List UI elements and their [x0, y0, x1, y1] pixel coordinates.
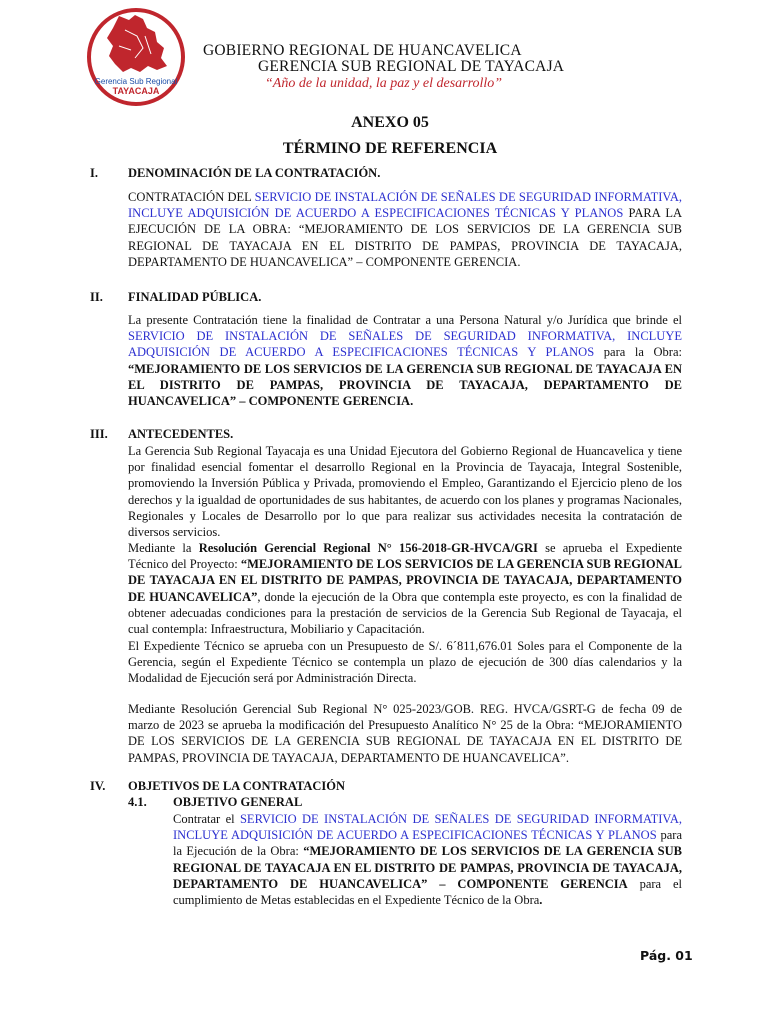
section-3-paragraph-1: La Gerencia Sub Regional Tayacaja es una Unidad Ejecutora del Gobierno Regional de Huancavelica y tiene por finalidad esencial fomentar el desarrollo Regional en la Provincia de Tayacaja, Integral Sostenible, promoviendo la Inversión Pública y Privada, promoviendo el Empleo, Garantizando el Ejercicio pleno de los derechos y la igualdad de oportunidades de sus habitantes, de acuerdo con los planes y programas Nacionales, Regionales y Locales de Desarrollo por lo que para realizar sus actividades necesita la contratación de diversos servicios.: [128, 444, 682, 540]
subsection-4-1-number: 4.1.: [128, 795, 147, 809]
annex-label: ANEXO 05: [351, 114, 429, 131]
section-2-number: II.: [90, 290, 103, 304]
logo-text-1: Gerencia Sub Regional: [94, 77, 178, 86]
header-government: GOBIERNO REGIONAL DE HUANCAVELICA: [203, 42, 522, 59]
section-2-paragraph: La presente Contratación tiene la finalidad de Contratar a una Persona Natural y/o Jurídica que brinde el SERVICIO DE INSTALACIÓN DE SEÑALES DE SEGURIDAD INFORMATIVA, INCLUYE ADQUISICIÓN DE ACUERDO A ESPECIFICACIONES TÉCNICAS Y PLANOS para la Obra: “MEJORAMIENTO DE LOS SERVICIOS DE LA GERENCIA SUB REGIONAL DE TAYACAJA EN EL DISTRITO DE PAMPAS, PROVINCIA DE TAYACAJA, DEPARTAMENTO DE HUANCAVELICA” – COMPONENTE GERENCIA.: [128, 313, 682, 409]
section-2-title: FINALIDAD PÚBLICA.: [128, 290, 262, 304]
section-3-paragraph-2: Mediante la Resolución Gerencial Regional N° 156-2018-GR-HVCA/GRI se aprueba el Expediente Técnico del Proyecto: “MEJORAMIENTO DE LOS SERVICIOS DE LA GERENCIA SUB REGIONAL DE TAYACAJA EN EL DISTRITO DE PAMPAS, PROVINCIA DE TAYACAJA, DEPARTAMENTO DE HUANCAVELICA”, donde la ejecución de la Obra que contempla este proyecto, es con la finalidad de obtener adecuadas condiciones para la prestación de servicios de la Gerencia Sub Regional de Tayacaja, el cual contempla: Infraestructura, Mobiliario y Capacitación.: [128, 541, 683, 637]
section-1-number: I.: [90, 166, 98, 180]
section-3-title: ANTECEDENTES.: [128, 427, 234, 441]
document-title: TÉRMINO DE REFERENCIA: [282, 140, 498, 157]
logo-text-2: TAYACAJA: [112, 86, 160, 96]
section-3-paragraph-4: Mediante Resolución Gerencial Sub Regional N° 025-2023/GOB. REG. HVCA/GSRT-G de fecha 09 de marzo de 2023 se aprueba la modificación del Presupuesto Analítico N° 25 de la Obra: “MEJORAMIENTO DE LOS SERVICIOS DE LA GERENCIA SUB REGIONAL DE TAYACAJA EN EL DISTRITO DE PAMPAS, PROVINCIA DE TAYACAJA, DEPARTAMENTO DE HUANCAVELICA”.: [128, 702, 682, 765]
header-gerencia: GERENCIA SUB REGIONAL DE TAYACAJA: [258, 58, 565, 75]
section-1-title: DENOMINACIÓN DE LA CONTRATACIÓN.: [128, 166, 381, 180]
subsection-4-1-paragraph: Contratar el SERVICIO DE INSTALACIÓN DE SEÑALES DE SEGURIDAD INFORMATIVA, INCLUYE ADQUISICIÓN DE ACUERDO A ESPECIFICACIONES TÉCNICAS Y PLANOS para la Ejecución de la Obra: “MEJORAMIENTO DE LOS SERVICIOS DE LA GERENCIA SUB REGIONAL DE TAYACAJA EN EL DISTRITO DE PAMPAS, PROVINCIA DE TAYACAJA, DEPARTAMENTO DE HUANCAVELICA” – COMPONENTE GERENCIA para el cumplimiento de Metas establecidas en el Expediente Técnico de la Obra.: [173, 812, 683, 908]
gerencia-logo: [85, 6, 187, 108]
subsection-4-1-title: OBJETIVO GENERAL: [173, 795, 303, 809]
section-4-title: OBJETIVOS DE LA CONTRATACIÓN: [128, 779, 346, 793]
header-motto: “Año de la unidad, la paz y el desarrollo”: [265, 76, 503, 91]
page-number: Pág. 01: [640, 948, 693, 963]
section-3-number: III.: [90, 427, 108, 441]
section-1-paragraph: CONTRATACIÓN DEL SERVICIO DE INSTALACIÓN DE SEÑALES DE SEGURIDAD INFORMATIVA, INCLUYE ADQUISICIÓN DE ACUERDO A ESPECIFICACIONES TÉCNICAS Y PLANOS PARA LA EJECUCIÓN DE LA OBRA: “MEJORAMIENTO DE LOS SERVICIOS DE LA GERENCIA SUB REGIONAL DE TAYACAJA EN EL DISTRITO DE PAMPAS, PROVINCIA DE TAYACAJA, DEPARTAMENTO DE HUANCAVELICA” – COMPONENTE GERENCIA.: [128, 190, 683, 269]
section-3-paragraph-3: El Expediente Técnico se aprueba con un Presupuesto de S/. 6´811,676.01 Soles para el Componente de la Gerencia, según el Expediente Técnico se contempla un plazo de ejecución de 300 días calendarios y la Modalidad de Ejecución será por Administración Directa.: [128, 639, 682, 686]
section-4-number: IV.: [90, 779, 106, 793]
